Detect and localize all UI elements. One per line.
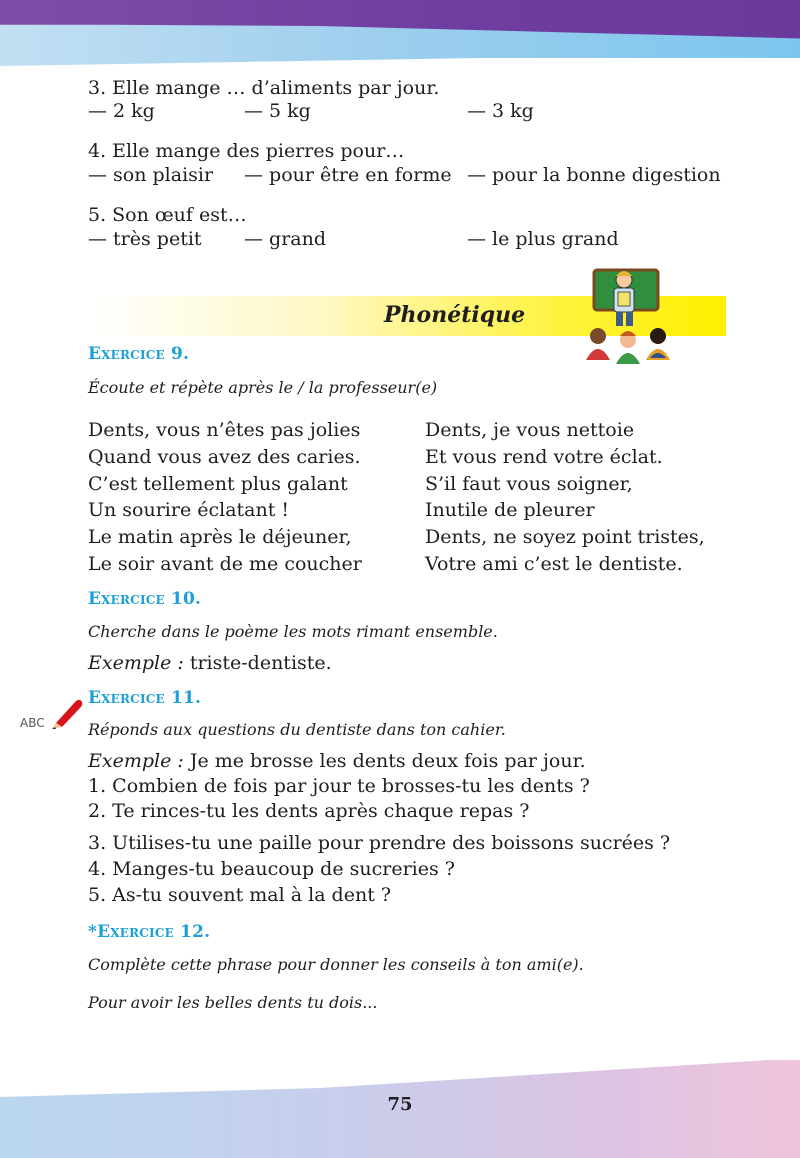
top-purple-stripe (0, 0, 800, 62)
question-3-prompt: 3. Elle mange … d’aliments par jour. (88, 77, 440, 99)
top-decorative-band (0, 0, 800, 66)
exercise-10-instruction: Cherche dans le poème les mots rimant ensemble. (88, 622, 498, 641)
exercise-11-instruction: Réponds aux questions du dentiste dans ton cahier. (88, 720, 506, 739)
teacher-and-pupils-illustration (580, 264, 676, 370)
exercise-12-prompt: Pour avoir les belles dents tu dois... (88, 993, 378, 1012)
question-3-option-2: — 5 kg (244, 100, 311, 122)
question-3-option-1: — 2 kg (88, 100, 155, 122)
poem-line: S’il faut vous soigner, (425, 472, 633, 495)
question-4-option-3: — pour la bonne digestion (467, 164, 721, 186)
question-5-prompt: 5. Son œuf est… (88, 204, 247, 226)
question-4-option-1: — son plaisir (88, 164, 214, 186)
exercise-11-title: Exercice 11. (88, 688, 202, 708)
poem-right-column (425, 417, 705, 578)
poem-line: Dents, je vous nettoie (425, 419, 635, 441)
poem-line: Inutile de pleurer (425, 499, 595, 522)
abc-label: ABC (20, 716, 45, 730)
exercise-11-question-4: 4. Manges-tu beaucoup de sucreries ? (88, 858, 455, 880)
exercise-11-question-1: 1. Combien de fois par jour te brosses-tu les dents ? (88, 775, 590, 797)
question-4-prompt: 4. Elle mange des pierres pour… (88, 140, 405, 162)
poem-line: Un sourire éclatant ! (88, 499, 290, 522)
exercise-10-title: Exercice 10. (88, 589, 202, 609)
page-number: 75 (387, 1094, 413, 1115)
example-label: Exemple : (88, 750, 184, 772)
exercise-11-example (88, 749, 586, 773)
poem-line: Et vous rend votre éclat. (425, 445, 663, 468)
exercise-12-instruction: Complète cette phrase pour donner les conseils à ton ami(e). (88, 955, 584, 974)
question-5-option-2: — grand (244, 228, 327, 250)
example-text: Je me brosse les dents deux fois par jour. (183, 750, 586, 772)
poem-line: C’est tellement plus galant (88, 472, 348, 495)
exercise-12-title: *Exercice 12. (88, 922, 211, 942)
example-text: triste-dentiste. (183, 652, 332, 674)
question-4-option-2: — pour être en forme (244, 164, 452, 186)
poem-line: Le matin après le déjeuner, (88, 526, 352, 549)
exercise-9-title: Exercice 9. (88, 344, 190, 364)
section-title: Phonétique (384, 302, 526, 328)
poem-line: Quand vous avez des caries. (88, 445, 361, 468)
poem-line: Le soir avant de me coucher (88, 552, 362, 575)
question-5-option-3: — le plus grand (467, 228, 619, 250)
exercise-11-question-3: 3. Utilises-tu une paille pour prendre des boissons sucrées ? (88, 832, 671, 854)
poem-line: Dents, ne soyez point tristes, (425, 526, 705, 549)
poem-line: Votre ami c’est le dentiste. (425, 552, 683, 575)
question-3-option-3: — 3 kg (467, 100, 534, 122)
exercise-9-instruction: Écoute et répète après le / la professeur(e) (88, 378, 438, 397)
question-5-option-1: — très petit (88, 228, 202, 250)
exercise-11-question-2: 2. Te rinces-tu les dents après chaque repas ? (88, 800, 530, 822)
exercise-10-example (88, 651, 332, 675)
example-label: Exemple : (88, 652, 184, 674)
poem-line: Dents, vous n’êtes pas jolies (88, 419, 361, 441)
exercise-11-question-5: 5. As-tu souvent mal à la dent ? (88, 884, 392, 906)
abc-pencil-icon (18, 693, 84, 733)
poem-left-column (88, 417, 362, 578)
top-white-curve (0, 58, 800, 78)
